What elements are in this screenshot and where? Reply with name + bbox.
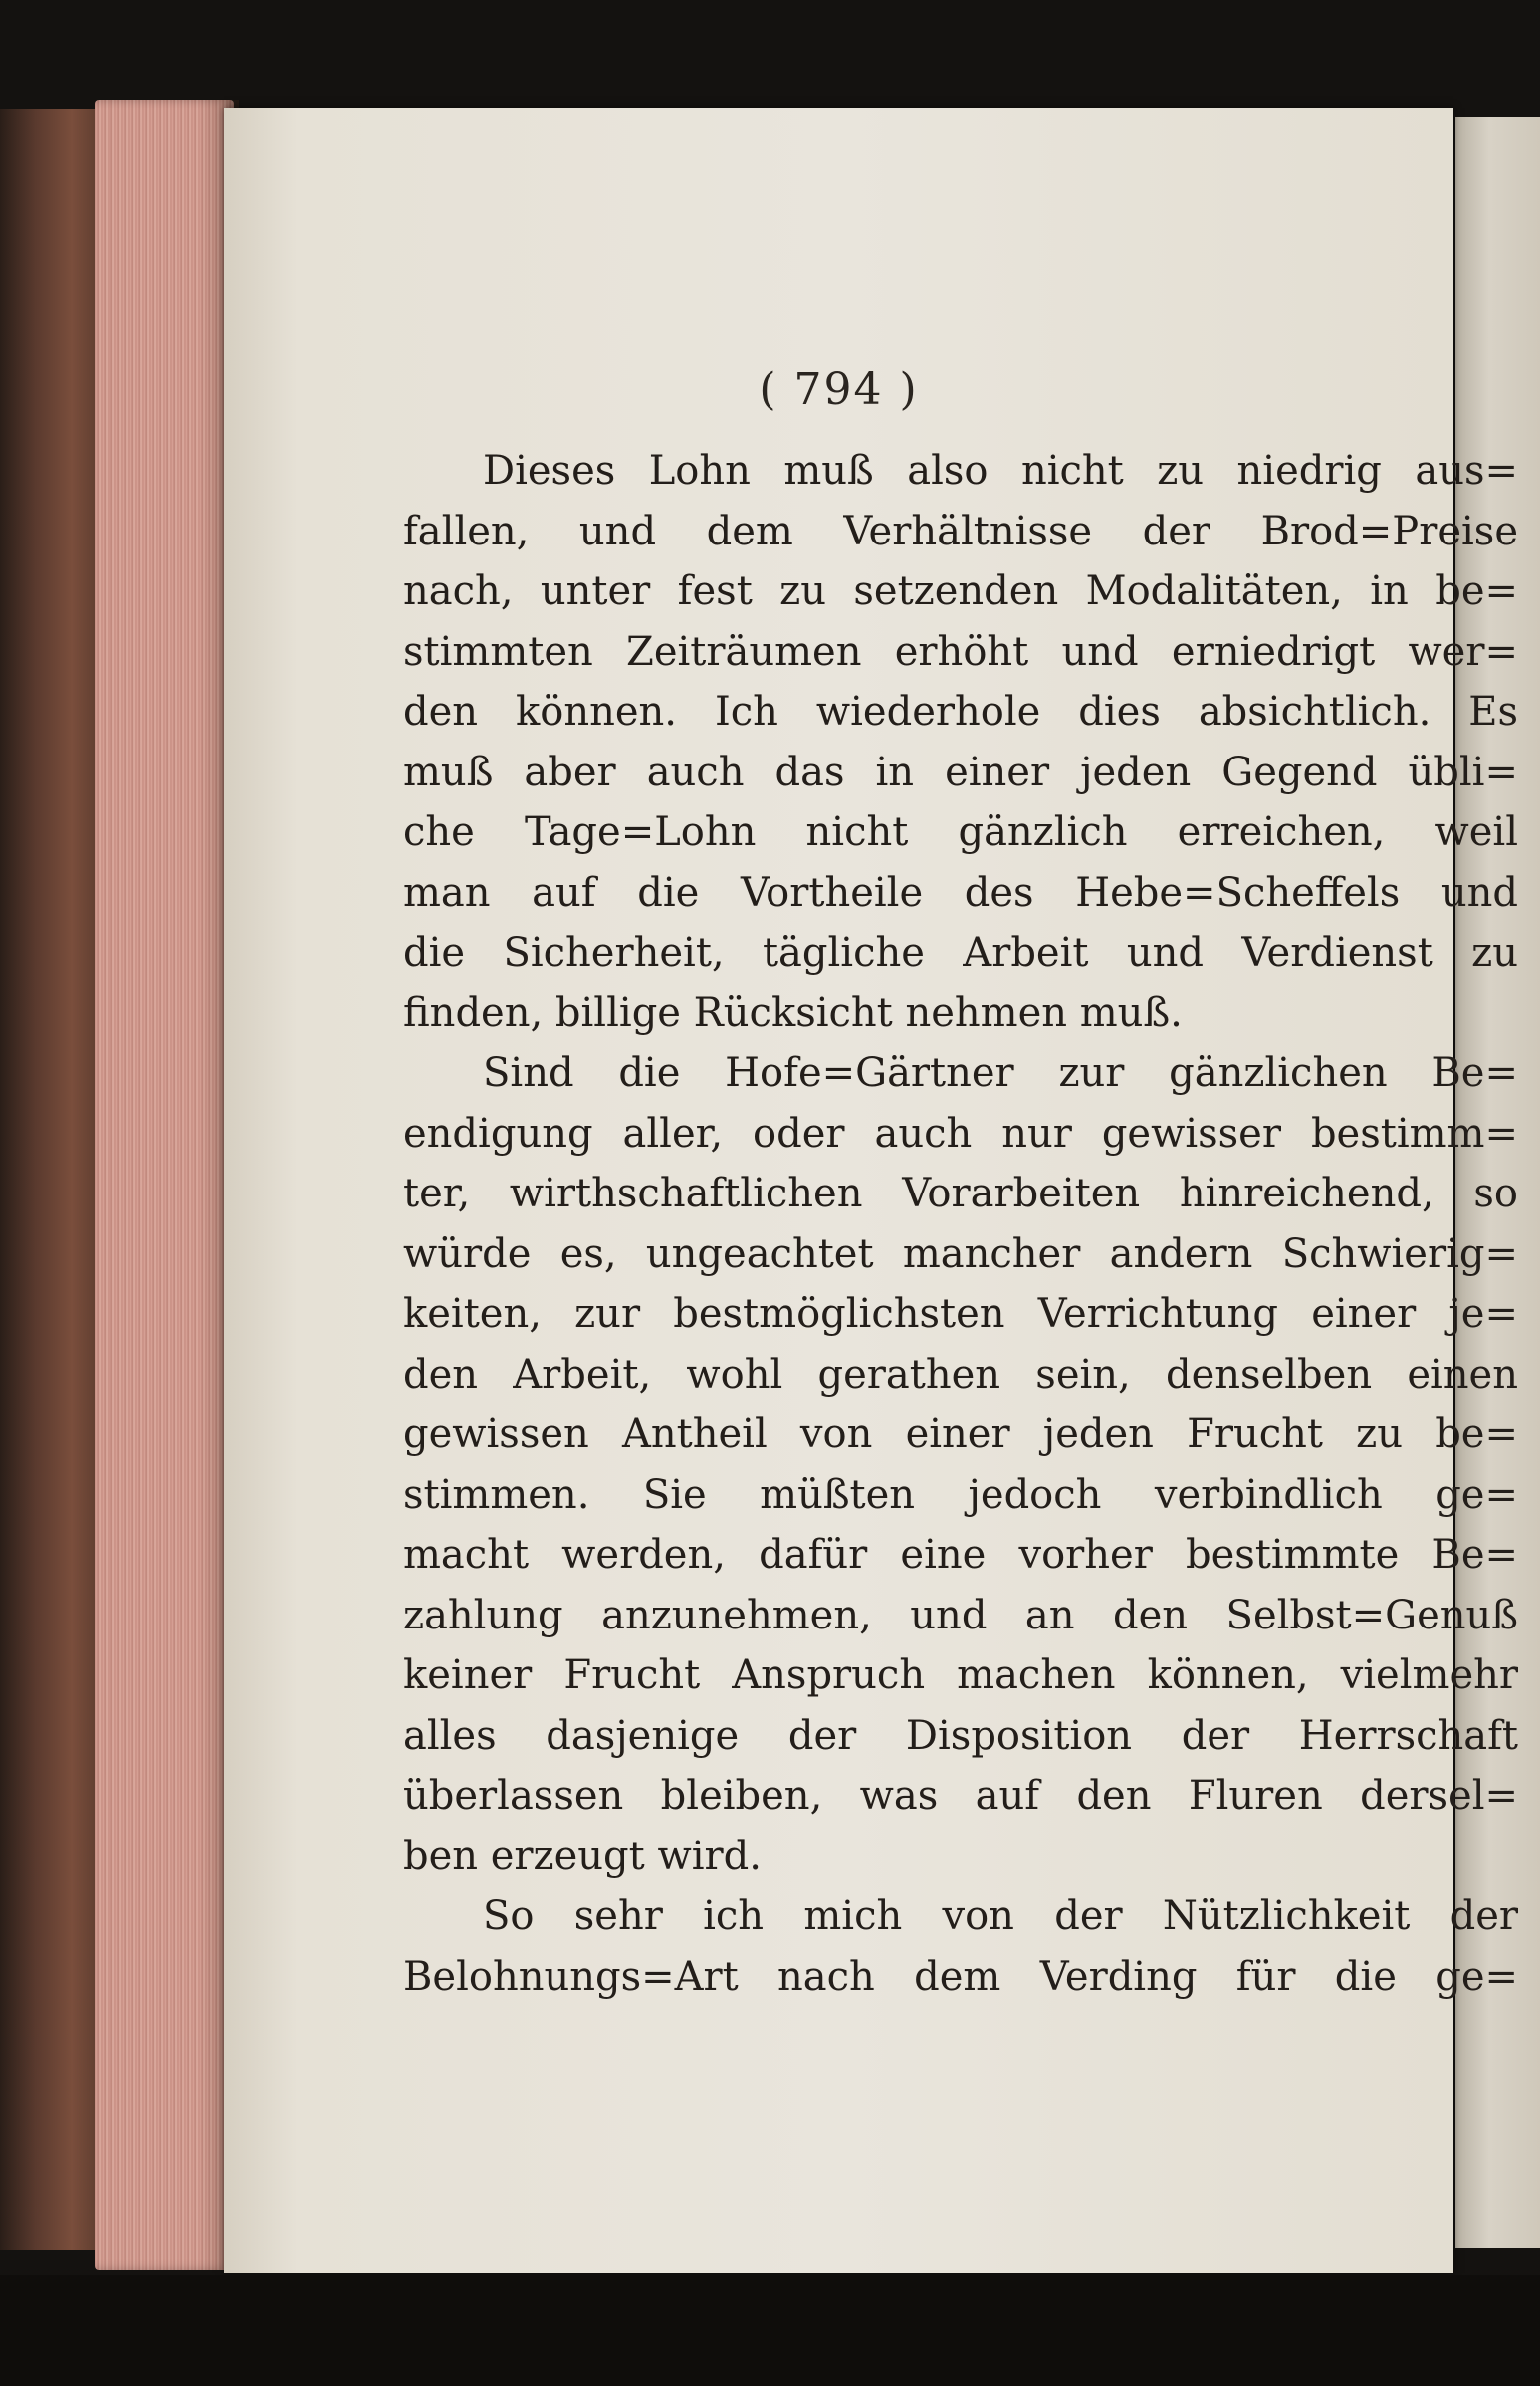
text-line: macht werden, dafür eine vorher bestimmte Be= [403, 1532, 1518, 1578]
text-line: So sehr ich mich von der Nützlichkeit der [483, 1893, 1518, 1939]
text-line: gewissen Antheil von einer jeden Frucht zu be= [403, 1411, 1518, 1457]
text-line: Dieses Lohn muß also nicht zu niedrig aus= [483, 448, 1518, 494]
background-shadow [0, 2275, 1540, 2386]
text-line: würde es, ungeachtet mancher andern Schwierig= [403, 1230, 1518, 1277]
text-line: zahlung anzunehmen, und an den Selbst=Genuß [403, 1592, 1518, 1638]
text-line: stimmen. Sie müßten jedoch verbindlich ge= [403, 1471, 1518, 1518]
book-page [224, 108, 1518, 2273]
text-line: den Arbeit, wohl gerathen sein, denselben einen [403, 1351, 1518, 1398]
text-line: ben erzeugt wird. [403, 1833, 762, 1879]
text-line: che Tage=Lohn nicht gänzlich erreichen, weil [403, 809, 1518, 855]
text-line: keiten, zur bestmöglichsten Verrichtung einer je= [403, 1291, 1518, 1337]
text-line: muß aber auch das in einer jeden Gegend übli= [403, 749, 1518, 795]
text-line: Sind die Hofe=Gärtner zur gänzlichen Be= [483, 1050, 1518, 1096]
text-line: keiner Frucht Anspruch machen können, vielmehr [403, 1652, 1518, 1698]
text-line: nach, unter fest zu setzenden Modalitäten, in be= [403, 568, 1518, 614]
text-line: den können. Ich wiederhole dies absichtlich. Es [403, 689, 1518, 735]
text-line: die Sicherheit, tägliche Arbeit und Verdienst zu [403, 930, 1518, 976]
text-line: stimmten Zeiträumen erhöht und erniedrigt wer= [403, 628, 1518, 675]
text-line: überlassen bleiben, was auf den Fluren dersel= [403, 1773, 1518, 1819]
text-line: Belohnungs=Art nach dem Verding für die ge= [403, 1953, 1518, 2000]
page-text [403, 441, 1518, 2007]
text-line: fallen, und dem Verhältnisse der Brod=Preise [403, 508, 1518, 554]
text-line: alles dasjenige der Disposition der Herrschaft [403, 1712, 1518, 1759]
text-line: man auf die Vortheile des Hebe=Scheffels und [403, 869, 1518, 916]
text-line: endigung aller, oder auch nur gewisser bestimm= [403, 1110, 1518, 1157]
text-line: finden, billige Rücksicht nehmen muß. [403, 989, 1183, 1036]
page-number: ( 794 ) [759, 364, 919, 415]
text-line: ter, wirthschaftlichen Vorarbeiten hinreichend, so [403, 1171, 1518, 1216]
